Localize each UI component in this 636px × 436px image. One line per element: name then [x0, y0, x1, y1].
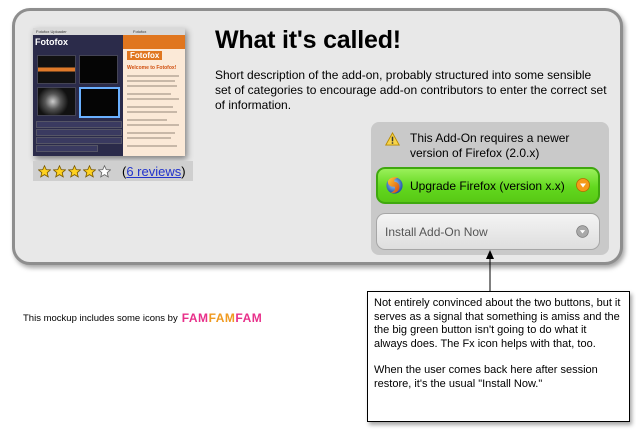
note-paragraph-1: Not entirely convinced about the two buttons, but it serves as a signal that something is amiss and the the big green button isn't going to do what it always does. The Fx icon helps with that, too.: [374, 297, 621, 350]
rating-bar: [33, 161, 193, 181]
screenshot-brand: Fotofox: [35, 37, 68, 47]
grey-arrow-icon: [576, 225, 589, 238]
screenshot-text-line: [127, 145, 177, 147]
screenshot-text-line: [127, 111, 177, 113]
logo-part: FAM: [235, 311, 263, 325]
star-filled-icon[interactable]: [68, 165, 81, 178]
addon-description: Short description of the add-on, probably structured into some sensible set of categories to encourage add-on contributors to enter the correct set of information.: [215, 68, 607, 112]
star-filled-icon[interactable]: [83, 165, 96, 178]
reviews-count: [122, 164, 186, 179]
reviews-paren-close: ): [181, 163, 186, 179]
addon-card: [12, 8, 623, 265]
screenshot-welcome-heading: Welcome to Fotofox!: [127, 65, 177, 71]
screenshot-photo: [79, 87, 120, 118]
screenshot-window-title: Fotofox Uploader: [36, 29, 67, 34]
upgrade-button-label: Upgrade Firefox (version x.x): [410, 178, 565, 193]
famfamfam-logo[interactable]: [182, 311, 263, 325]
screenshot-form-row: [36, 137, 122, 144]
warning-text: This Add-On requires a newer version of Firefox (2.0.x): [410, 131, 570, 160]
screenshot-text-line: [127, 85, 177, 87]
credit-text: This mockup includes some icons by: [23, 312, 178, 324]
install-button-label: Install Add-On Now: [385, 224, 488, 239]
reviews-paren-open: (: [122, 163, 127, 179]
screenshot-form-row: [36, 121, 122, 128]
screenshot-photo: [37, 87, 76, 116]
warning-icon: [385, 132, 400, 146]
screenshot-text-line: [127, 119, 167, 121]
note-paragraph-2: When the user comes back here after session restore, it's the usual "Install Now.": [374, 364, 598, 390]
screenshot-text-line: [127, 98, 179, 100]
star-filled-icon[interactable]: [38, 165, 51, 178]
screenshot-photo: [79, 55, 118, 84]
screenshot-text-line: [127, 137, 171, 139]
screenshot-left-pane: [33, 35, 123, 156]
star-empty-icon[interactable]: [98, 165, 111, 178]
firefox-icon: [385, 176, 404, 195]
screenshot-text-line: [127, 75, 179, 77]
star-rating[interactable]: [38, 165, 113, 178]
logo-part: FAM: [208, 311, 236, 325]
addon-screenshot[interactable]: [33, 28, 185, 156]
install-addon-button[interactable]: [376, 213, 600, 250]
screenshot-photo: [37, 55, 76, 84]
screenshot-form-row: [36, 145, 98, 152]
screenshot-orange-band: [123, 35, 185, 49]
screenshot-text-line: [127, 80, 175, 82]
screenshot-text-line: [127, 93, 171, 95]
upgrade-firefox-button[interactable]: [376, 167, 600, 204]
install-panel: [371, 122, 609, 255]
screenshot-form-row: [36, 129, 122, 136]
star-filled-icon[interactable]: [53, 165, 66, 178]
screenshot-text-line: [127, 106, 173, 108]
screenshot-right-pane: [123, 35, 185, 156]
icon-credit: [23, 311, 262, 325]
addon-title: What it's called!: [215, 26, 401, 54]
orange-arrow-icon: [576, 178, 590, 192]
screenshot-text-line: [127, 124, 179, 126]
annotation-note: [367, 291, 630, 422]
screenshot-text-line: [127, 132, 175, 134]
reviews-link[interactable]: 6 reviews: [126, 163, 182, 179]
logo-part: FAM: [181, 311, 209, 325]
screenshot-window-title-2: Fotofox: [133, 29, 147, 34]
screenshot-logo: Fotofox: [127, 51, 162, 60]
